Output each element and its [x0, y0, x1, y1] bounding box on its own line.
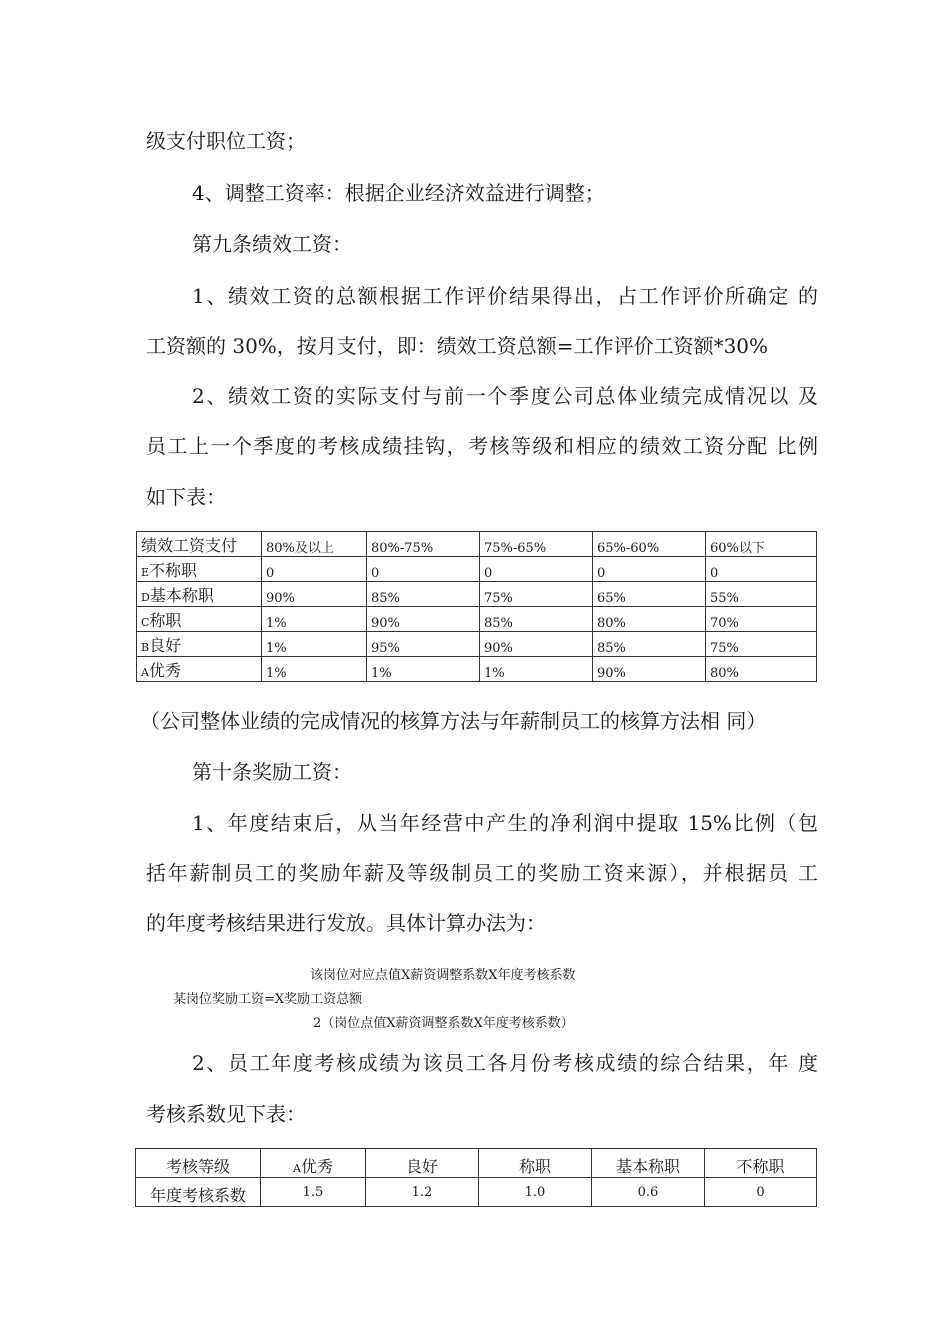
table-cell: 1.5: [261, 1178, 366, 1207]
table-cell: 75%: [706, 632, 817, 657]
table-cell: 0: [705, 1178, 817, 1207]
table-cell: 85%: [593, 632, 706, 657]
table-header-cell: [261, 1149, 366, 1178]
text-line: 考核系数见下表：: [146, 1102, 306, 1126]
table-row: [137, 582, 817, 607]
table-cell: 0: [706, 557, 817, 582]
table-cell: 90%: [480, 632, 593, 657]
table-header-cell: 75%-65%: [480, 532, 593, 557]
table-header-cell: 基本称职: [592, 1149, 705, 1178]
table-row: [137, 657, 817, 682]
table-cell: 75%: [480, 582, 593, 607]
table-cell: 90%: [367, 607, 480, 632]
table-cell: 65%: [593, 582, 706, 607]
table-header-row: [137, 532, 817, 557]
table-cell: 1.0: [479, 1178, 592, 1207]
table-cell: 90%: [593, 657, 706, 682]
table-row: [137, 632, 817, 657]
grade-cell: [137, 582, 262, 607]
grade-letter: E: [141, 566, 150, 579]
table-header-cell: 称职: [479, 1149, 592, 1178]
table-cell: 85%: [367, 582, 480, 607]
table-cell: 0.6: [592, 1178, 705, 1207]
grade-letter: C: [141, 616, 150, 629]
grade-cell: [137, 657, 262, 682]
grade-label: 称职: [149, 611, 182, 630]
formula-numerator: 该岗位对应点值X薪资调整系数X年度考核系数: [310, 968, 576, 983]
table-cell: 1.2: [366, 1178, 479, 1207]
text-line: 1、绩效工资的总额根据工作评价结果得出，占工作评价所确定 的: [192, 284, 818, 308]
table-cell: 90%: [262, 582, 367, 607]
grade-letter: B: [141, 641, 150, 654]
table-header-cell: [262, 532, 367, 557]
table-cell: 1%: [262, 632, 367, 657]
table-row: [137, 557, 817, 582]
table-cell: 85%: [480, 607, 593, 632]
text-line: 1、年度结束后，从当年经营中产生的净利润中提取 15%比例（包: [192, 811, 818, 835]
table-cell: 1%: [262, 607, 367, 632]
text-line: 工资额的 30%，按月支付，即：绩效工资总额=工作评价工资额*30%: [146, 334, 769, 358]
table-cell: 70%: [706, 607, 817, 632]
assessment-coefficient-table: [135, 1148, 817, 1207]
table-cell: 95%: [367, 632, 480, 657]
table-header-cell: 绩效工资支付: [137, 532, 262, 557]
table-cell: 0: [480, 557, 593, 582]
performance-pay-table: [136, 531, 817, 682]
table-header-cell: 考核等级: [136, 1149, 261, 1178]
table-cell: 0: [593, 557, 706, 582]
grade-letter: D: [141, 591, 150, 604]
table-cell: 1%: [262, 657, 367, 682]
text-line: 4、调整工资率：根据企业经济效益进行调整；: [192, 181, 605, 205]
table-row: [136, 1178, 817, 1207]
table-cell: 1%: [480, 657, 593, 682]
text-line: 括年薪制员工的奖励年薪及等级制员工的奖励工资来源），并根据员 工: [146, 861, 818, 885]
table-cell: 80%: [706, 657, 817, 682]
table-cell: 0: [262, 557, 367, 582]
section-heading: 第十条奖励工资：: [192, 760, 352, 784]
grade-cell: [137, 607, 262, 632]
table-header-cell: 60%以下: [706, 532, 817, 557]
table-header-cell: 65%-60%: [593, 532, 706, 557]
table-header-row: [136, 1149, 817, 1178]
text-line: 级支付职位工资；: [146, 129, 306, 153]
grade-label: 优秀: [148, 661, 181, 680]
table-note: （公司整体业绩的完成情况的核算方法与年薪制员工的核算方法相 同）: [140, 709, 767, 733]
header-text: 80%及以上: [266, 541, 334, 556]
formula-denominator: 2（岗位点值X薪资调整系数X年度考核系数）: [313, 1016, 574, 1031]
row-label-cell: 年度考核系数: [136, 1178, 261, 1207]
table-header-cell: 不称职: [705, 1149, 817, 1178]
grade-cell: [137, 632, 262, 657]
grade-label: 优秀: [300, 1157, 333, 1176]
text-line: 的年度考核结果进行发放。具体计算办法为：: [146, 911, 546, 935]
table-cell: 55%: [706, 582, 817, 607]
formula-left: 某岗位奖励工资=X奖励工资总额: [173, 992, 363, 1007]
text-line: 2、绩效工资的实际支付与前一个季度公司总体业绩完成情况以 及: [192, 384, 818, 408]
table-cell: 80%: [593, 607, 706, 632]
table-cell: 0: [367, 557, 480, 582]
table-row: [137, 607, 817, 632]
grade-label: 良好: [149, 636, 182, 655]
section-heading: 第九条绩效工资：: [192, 232, 352, 256]
grade-letter: A: [293, 1162, 301, 1175]
text-line: 员工上一个季度的考核成绩挂钩，考核等级和相应的绩效工资分配 比例: [146, 434, 818, 458]
table-header-cell: 80%-75%: [367, 532, 480, 557]
table-cell: 1%: [367, 657, 480, 682]
grade-label: 不称职: [149, 561, 198, 580]
grade-cell: [137, 557, 262, 582]
text-line: 2、员工年度考核成绩为该员工各月份考核成绩的综合结果，年 度: [192, 1051, 818, 1075]
table-header-cell: 良好: [366, 1149, 479, 1178]
grade-label: 基本称职: [149, 586, 214, 605]
grade-letter: A: [141, 666, 149, 679]
text-line: 如下表：: [146, 485, 226, 509]
